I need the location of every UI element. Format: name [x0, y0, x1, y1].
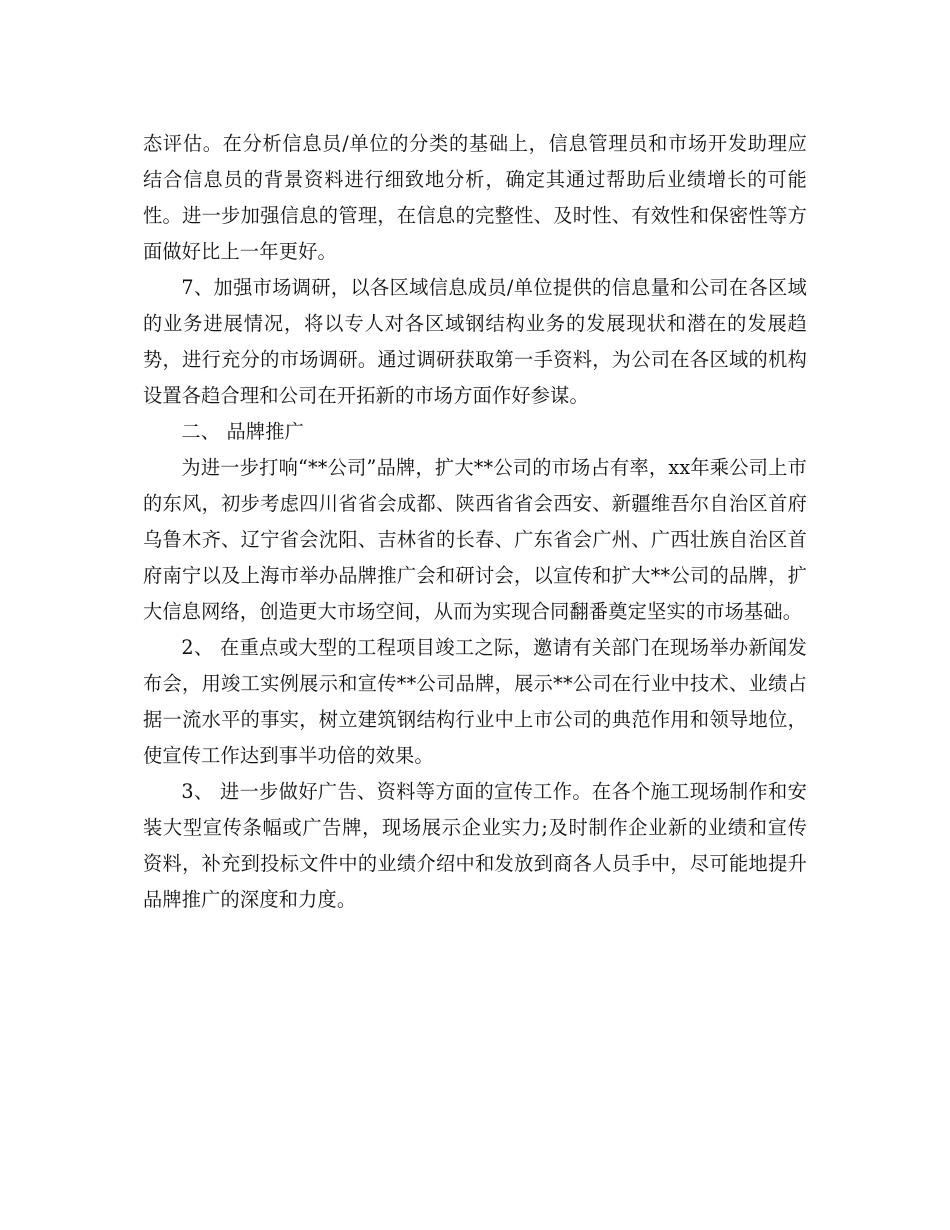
- paragraph-continuation: 态评估。在分析信息员/单位的分类的基础上，信息管理员和市场开发助理应结合信息员的背景资料进行细致地分析，确定其通过帮助后业绩增长的可能性。进一步加强信息的管理，在信息的完整性、及时性、有效性和保密性等方面做好比上一年更好。: [143, 132, 807, 263]
- paragraph-press-release: 2、 在重点或大型的工程项目竣工之际，邀请有关部门在现场举办新闻发布会，用竣工实例展示和宣传**公司品牌，展示**公司在行业中技术、业绩占据一流水平的事实，树立建筑钢结构行业中上市公司的典范作用和领导地位，使宣传工作达到事半功倍的效果。: [143, 636, 807, 767]
- paragraph-market-research: 7、加强市场调研，以各区域信息成员/单位提供的信息量和公司在各区域的业务进展情况，将以专人对各区域钢结构业务的发展现状和潜在的发展趋势，进行充分的市场调研。通过调研获取第一手资料，为公司在各区域的机构设置各趋合理和公司在开拓新的市场方面作好参谋。: [143, 276, 807, 407]
- document-body: [143, 126, 807, 918]
- section-heading-brand-promotion: 二、 品牌推广: [181, 420, 305, 443]
- paragraph-advertising: 3、 进一步做好广告、资料等方面的宣传工作。在各个施工现场制作和安装大型宣传条幅或广告牌，现场展示企业实力;及时制作企业新的业绩和宣传资料，补充到投标文件中的业绩介绍中和发放到商各人员手中，尽可能地提升品牌推广的深度和力度。: [143, 780, 807, 911]
- paragraph-brand-events: 为进一步打响“**公司”品牌，扩大**公司的市场占有率，xx年乘公司上市的东风，初步考虑四川省省会成都、陕西省省会西安、新疆维吾尔自治区首府乌鲁木齐、辽宁省会沈阳、吉林省的长春、广东省会广州、广西壮族自治区首府南宁以及上海市举办品牌推广会和研讨会，以宣传和扩大**公司的品牌，扩大信息网络，创造更大市场空间，从而为实现合同翻番奠定坚实的市场基础。: [143, 456, 807, 623]
